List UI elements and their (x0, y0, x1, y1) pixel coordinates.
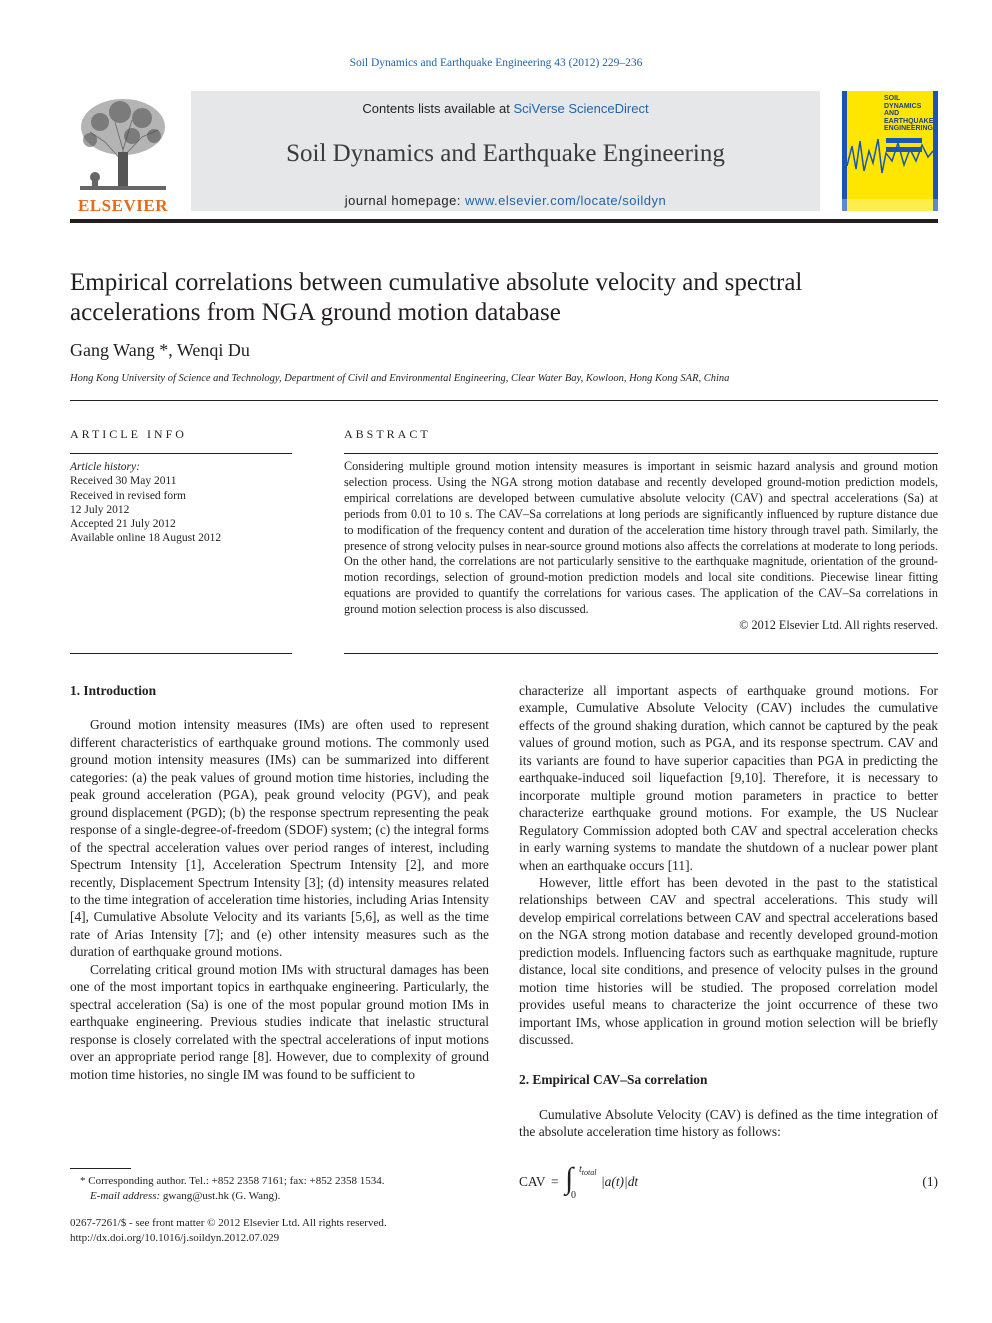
email-line (80, 1189, 489, 1204)
cover-line: AND (884, 110, 900, 117)
paragraph: Cumulative Absolute Velocity (CAV) is defined as the time integration of the absolute acceleration time history as follows: (519, 1106, 938, 1140)
integral-lower-limit: 0 (571, 1190, 576, 1201)
sciencedirect-link[interactable]: SciVerse ScienceDirect (513, 101, 649, 116)
integral-sign: ∫ (565, 1162, 574, 1195)
paragraph: However, little effort has been devoted in the past to the statistical relationships between CAV and spectral accelerations. This study will develop empirical correlations between CAV and spectral accelerations based on the NGA strong motion database and recently developed ground-motion prediction models. Influencing factors such as earthquake magnitude, rupture distance, local site conditions, and presence of velocity pulses in the ground motion time histories will be studied. The proposed correlation model provides useful means to characterize the joint occurrence of these two important IMs, whose application in ground motion selection will be briefly discussed. (519, 874, 938, 1048)
corresponding-author-note: * Corresponding author. Tel.: +852 2358 7161; fax: +852 2358 1534. (80, 1175, 385, 1187)
article-info-heading: ARTICLE INFO (70, 427, 187, 441)
affiliation: Hong Kong University of Science and Technology, Department of Civil and Environmental Engineering, Clear Water Bay, Kowloon, Hong Kong SAR, China (70, 373, 730, 384)
doi-link[interactable]: http://dx.doi.org/10.1016/j.soildyn.2012.07.029 (70, 1231, 280, 1244)
history-item: Accepted 21 July 2012 (70, 518, 176, 531)
email-label: E-mail address: (90, 1189, 161, 1202)
integrand: |a(t)|dt (601, 1174, 639, 1189)
homepage-line (191, 193, 820, 208)
paragraph: Correlating critical ground motion IMs with structural damages has been one of the most important topics in earthquake engineering. Particularly, the spectral acceleration (Sa) is one of the most popular ground motion IMs in earthquake engineering. Previous studies indicate that inelastic structural response is closely correlated with the spectral accelerations of input motions over an appropriate period range [8]. However, due to complexity of ground motion time histories, no single IM was found to be sufficient to (70, 961, 489, 1082)
paragraph: Ground motion intensity measures (IMs) are often used to represent different characteristics of earthquake ground motions. The commonly used ground motion intensity measures (IMs) can be summarized into different categories: (a) the peak values of ground motion time histories, including the peak ground acceleration (PGA), peak ground velocity (PGV), and peak ground displacement (PGD); (b) the response spectrum representing the peak response of a single-degree-of-freedom (SDOF) system; (c) the integral forms of the spectral acceleration values over period ranges of interest, including Spectrum Intensity [1], Acceleration Spectrum Intensity [2], and more recently, Displacement Spectrum Intensity [3]; (d) intensity measures related to the time integration of acceleration time histories, including Arias Intensity [4], Cumulative Absolute Velocity and its variants [5,6], as well as the time rate of Arias Intensity [7]; and (e) other intensity measures such as the duration of earthquake ground motions. (70, 717, 489, 960)
journal-title: Soil Dynamics and Earthquake Engineering (286, 140, 725, 167)
divider (344, 653, 938, 654)
history-label: Article history: (70, 461, 140, 473)
issn-line: 0267-7261/$ - see front matter © 2012 Elsevier Ltd. All rights reserved. (70, 1217, 387, 1229)
journal-cover-thumbnail[interactable] (842, 91, 938, 211)
section-2-heading: 2. Empirical CAV–Sa correlation (519, 1071, 708, 1087)
history-item: Received in revised form (70, 489, 186, 502)
upper-limit-var: t (579, 1164, 582, 1175)
history-item: Received 30 May 2011 (70, 475, 177, 488)
divider (70, 453, 292, 454)
publisher-name: ELSEVIER (78, 196, 168, 215)
article-history (70, 460, 292, 546)
divider (344, 453, 938, 454)
footnote-divider (70, 1168, 131, 1169)
contents-line (191, 101, 820, 116)
homepage-prefix: journal homepage: (344, 193, 466, 208)
divider (70, 653, 292, 654)
cover-line: SOIL (884, 95, 901, 102)
article-title: Empirical correlations between cumulative absolute velocity and spectral accelerations from NGA ground motion database (70, 269, 803, 326)
cover-graphic (842, 91, 938, 211)
equals-sign: = (551, 1174, 559, 1189)
right-column (519, 682, 938, 1141)
journal-reference[interactable]: Soil Dynamics and Earthquake Engineering 43 (2012) 229–236 (349, 57, 643, 69)
upper-limit-sub: total (581, 1168, 597, 1177)
cover-line: EARTHQUAKE (884, 117, 934, 125)
abstract-text: Considering multiple ground motion intensity measures is important in seismic hazard analysis and ground motion selection process. Using the NGA strong motion database and recently developed ground-motion prediction models, empirical correlations are developed between cumulative absolute velocity (CAV) and spectral accelerations (Sa) at periods from 0.01 to 10 s. The CAV–Sa correlations at long periods are significantly influenced by rupture distance due to modification of the frequency content and duration of the acceleration time history through travel path. Similarly, the presence of strong velocity pulses in near-source ground motions also affects the correlations at moderate to long periods. On the other hand, the correlations are not particularly sensitive to the earthquake magnitude, orientation of the ground-motion recordings, selection of ground-motion prediction models and local site conditions. Piecewise linear fitting equations are provided to quantify the correlations for various cases. The application of the CAV–Sa correlations in ground motion selection process is also discussed. (344, 459, 938, 617)
abstract-heading: ABSTRACT (344, 427, 431, 441)
homepage-link[interactable]: www.elsevier.com/locate/soildyn (465, 193, 667, 208)
abstract (344, 459, 938, 634)
section-1-heading: 1. Introduction (70, 683, 157, 698)
email-address[interactable]: gwang@ust.hk (G. Wang). (160, 1189, 281, 1202)
contents-prefix: Contents lists available at (362, 101, 514, 116)
equation-lhs: CAV (519, 1174, 546, 1189)
header-divider (70, 219, 938, 223)
equation-number: (1) (922, 1174, 938, 1189)
integral-upper-limit (579, 1164, 596, 1177)
history-item: Available online 18 August 2012 (70, 532, 222, 545)
cover-line: DYNAMICS (884, 102, 922, 110)
abstract-copyright: © 2012 Elsevier Ltd. All rights reserved. (739, 618, 938, 633)
corresponding-footnote (80, 1174, 489, 1203)
cover-line: ENGINEERING (884, 125, 934, 132)
elsevier-tree-logo (70, 92, 176, 212)
paragraph: characterize all important aspects of earthquake ground motions. For example, Cumulative Absolute Velocity (CAV) includes the cumulative effects of the ground shaking duration, which cannot be captured by the peak values of ground motion, such as PGA, and its response spectrum. CAV and its variants are found to have superior capacities than PGA in predicting the earthquake-induced soil liquefaction [9,10]. Therefore, it is necessary to incorporate multiple ground motion parameters in practice to better characterize earthquake ground motions. For example, the US Nuclear Regulatory Commission adopted both CAV and spectral acceleration checks in early warning systems to mandate the shutdown of a nuclear power plant when an earthquake occurs [11]. (519, 683, 938, 873)
authors[interactable]: Gang Wang *, Wenqi Du (70, 340, 250, 360)
publication-footer (70, 1216, 489, 1245)
equation-1 (519, 1162, 938, 1208)
divider (70, 400, 938, 401)
history-item: 12 July 2012 (70, 503, 130, 516)
left-column (70, 682, 489, 1083)
